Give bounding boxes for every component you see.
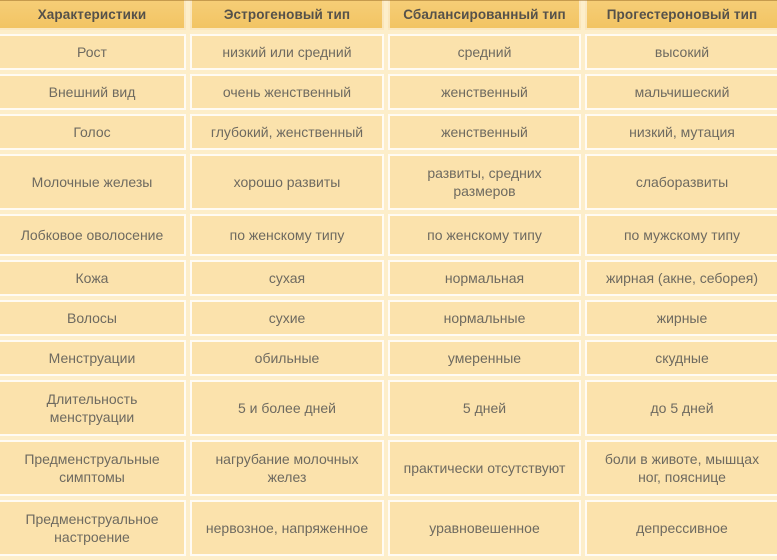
balanced-cell: нормальные bbox=[388, 300, 581, 336]
row-label-cell: Голос bbox=[0, 114, 186, 150]
row-label-cell: Предменструальное настроение bbox=[0, 500, 186, 556]
estrogen-cell: глубокий, женственный bbox=[190, 114, 384, 150]
balanced-cell: женственный bbox=[388, 74, 581, 110]
table-row-mammary-glands bbox=[0, 154, 777, 210]
header-row bbox=[0, 0, 777, 30]
balanced-cell: нормальная bbox=[388, 260, 581, 296]
row-label-cell: Внешний вид bbox=[0, 74, 186, 110]
row-label-cell: Волосы bbox=[0, 300, 186, 336]
progesterone-cell: низкий, мутация bbox=[585, 114, 777, 150]
table-row-premenstrual-mood bbox=[0, 500, 777, 556]
progesterone-cell: по мужскому типу bbox=[585, 214, 777, 256]
progesterone-cell: скудные bbox=[585, 340, 777, 376]
estrogen-cell: сухие bbox=[190, 300, 384, 336]
estrogen-cell: обильные bbox=[190, 340, 384, 376]
row-label-cell: Молочные железы bbox=[0, 154, 186, 210]
row-label-cell: Менструации bbox=[0, 340, 186, 376]
row-label-cell: Кожа bbox=[0, 260, 186, 296]
table-row-pubic-hair bbox=[0, 214, 777, 256]
table-body bbox=[0, 34, 777, 556]
table-row-appearance bbox=[0, 74, 777, 110]
column-header-progesterone-type: Прогестероновый тип bbox=[585, 0, 777, 30]
progesterone-cell: депрессивное bbox=[585, 500, 777, 556]
column-header-balanced-type: Сбалансированный тип bbox=[388, 0, 581, 30]
progesterone-cell: мальчишеский bbox=[585, 74, 777, 110]
estrogen-cell: сухая bbox=[190, 260, 384, 296]
balanced-cell: по женскому типу bbox=[388, 214, 581, 256]
table-row-menstruation-duration bbox=[0, 380, 777, 436]
balanced-cell: развиты, средних размеров bbox=[388, 154, 581, 210]
row-label-cell: Предменструальные симптомы bbox=[0, 440, 186, 496]
estrogen-cell: нервозное, напряженное bbox=[190, 500, 384, 556]
progesterone-cell: высокий bbox=[585, 34, 777, 70]
progesterone-cell: боли в животе, мышцах ног, пояснице bbox=[585, 440, 777, 496]
row-label-cell: Рост bbox=[0, 34, 186, 70]
column-header-characteristics: Характеристики bbox=[0, 0, 186, 30]
table-row-height bbox=[0, 34, 777, 70]
table-row-voice bbox=[0, 114, 777, 150]
balanced-cell: средний bbox=[388, 34, 581, 70]
balanced-cell: 5 дней bbox=[388, 380, 581, 436]
estrogen-cell: низкий или средний bbox=[190, 34, 384, 70]
row-label-cell: Лобковое оволосение bbox=[0, 214, 186, 256]
balanced-cell: практически отсутствуют bbox=[388, 440, 581, 496]
table-row-skin bbox=[0, 260, 777, 296]
table-row-hair bbox=[0, 300, 777, 336]
estrogen-cell: хорошо развиты bbox=[190, 154, 384, 210]
table-top-edge bbox=[0, 0, 777, 1]
estrogen-cell: очень женственный bbox=[190, 74, 384, 110]
row-label-cell: Длительность менструации bbox=[0, 380, 186, 436]
progesterone-cell: жирные bbox=[585, 300, 777, 336]
table-row-premenstrual-symptoms bbox=[0, 440, 777, 496]
balanced-cell: женственный bbox=[388, 114, 581, 150]
progesterone-cell: до 5 дней bbox=[585, 380, 777, 436]
progesterone-cell: жирная (акне, себорея) bbox=[585, 260, 777, 296]
balanced-cell: умеренные bbox=[388, 340, 581, 376]
progesterone-cell: слаборазвиты bbox=[585, 154, 777, 210]
table-header bbox=[0, 0, 777, 30]
table-row-menstruation bbox=[0, 340, 777, 376]
estrogen-cell: по женскому типу bbox=[190, 214, 384, 256]
column-header-estrogen-type: Эстрогеновый тип bbox=[190, 0, 384, 30]
estrogen-cell: нагрубание молочных желез bbox=[190, 440, 384, 496]
balanced-cell: уравновешенное bbox=[388, 500, 581, 556]
estrogen-cell: 5 и более дней bbox=[190, 380, 384, 436]
